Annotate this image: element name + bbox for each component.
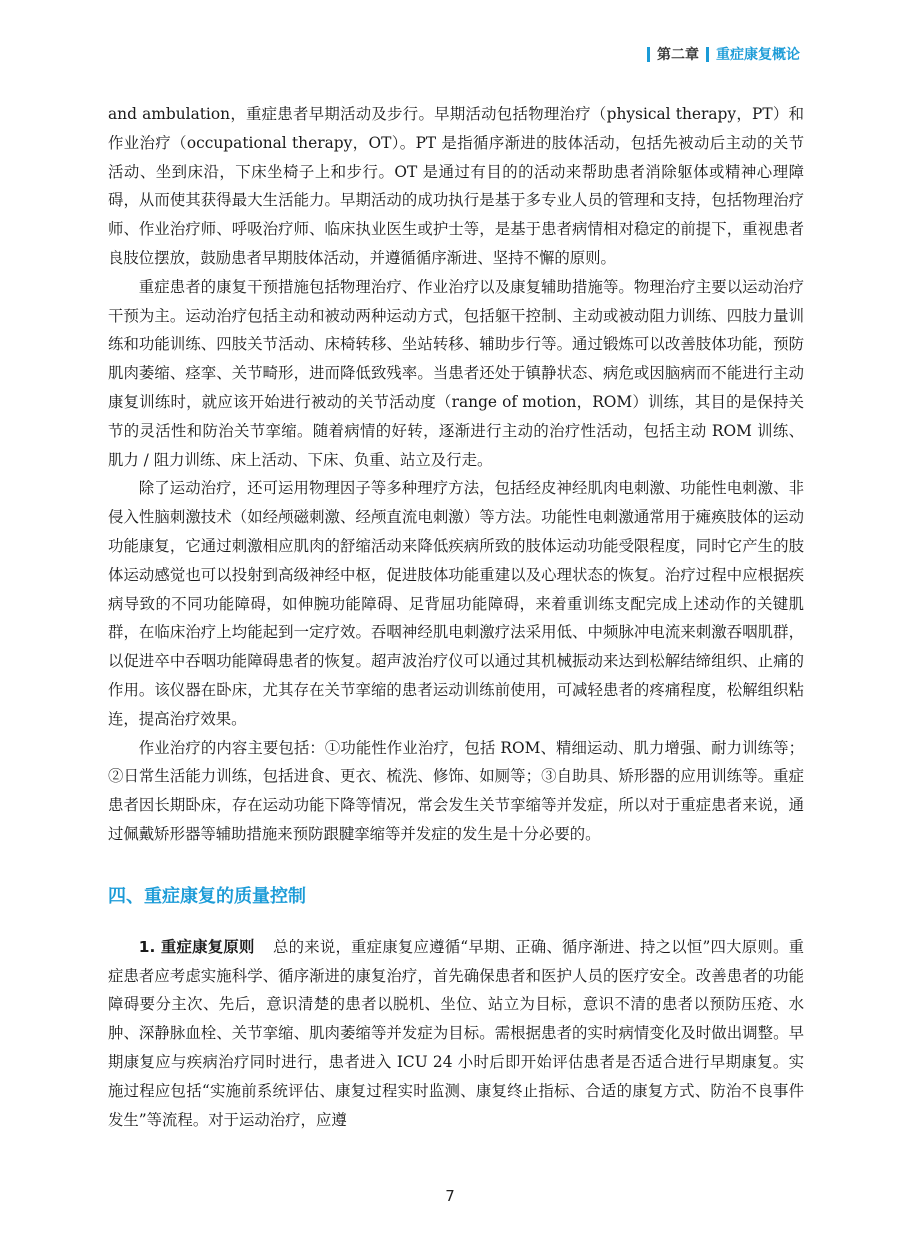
- body-paragraph: 除了运动治疗，还可运用物理因子等多种理疗方法，包括经皮神经肌肉电刺激、功能性电刺激、非侵入性脑刺激技术（如经颅磁刺激、经颅直流电刺激）等方法。功能性电刺激通常用于瘫痪肢体的运动功能康复，它通过刺激相应肌肉的舒缩活动来降低疾病所致的肢体运动功能受限程度，同时它产生的肢体运动感觉也可以投射到高级神经中枢，促进肢体功能重建以及心理状态的恢复。治疗过程中应根据疾病导致的不同功能障碍，如伸腕功能障碍、足背屈功能障碍，来着重训练支配完成上述动作的关键肌群，在临床治疗上均能起到一定疗效。吞咽神经肌电刺激疗法采用低、中频脉冲电流来刺激吞咽肌群，以促进卒中吞咽功能障碍患者的恢复。超声波治疗仪可以通过其机械振动来达到松解结缔组织、止痛的作用。该仪器在卧床，尤其存在关节挛缩的患者运动训练前使用，可减轻患者的疼痛程度，松解组织粘连，提高治疗效果。: [108, 479, 804, 728]
- body-paragraph: 作业治疗的内容主要包括：①功能性作业治疗，包括 ROM、精细运动、肌力增强、耐力训练等；②日常生活能力训练，包括进食、更衣、梳洗、修饰、如厕等；③自助具、矫形器的应用训练等。重症患者因长期卧床，存在运动功能下降等情况，常会发生关节挛缩等并发症，所以对于重症患者来说，通过佩戴矫形器等辅助措施来预防跟腱挛缩等并发症的发生是十分必要的。: [108, 738, 804, 843]
- running-header: [640, 44, 800, 64]
- page-number: 7: [445, 1187, 455, 1205]
- body-paragraph: and ambulation，重症患者早期活动及步行。早期活动包括物理治疗（physical therapy，PT）和作业治疗（occupational therapy，OT）。PT 是指循序渐进的肢体活动，包括先被动后主动的关节活动、坐到床沿，下床坐椅子上和步行。OT 是通过有目的的活动来帮助患者消除躯体或精神心理障碍，从而使其获得最大生活能力。早期活动的成功执行是基于多专业人员的管理和支持，包括物理治疗师、作业治疗师、呼吸治疗师、临床执业医生或护士等，是基于患者病情相对稳定的前提下，重视患者良肢位摆放，鼓励患者早期肢体活动，并遵循循序渐进、坚持不懈的原则。: [108, 105, 804, 267]
- body-paragraph: [108, 933, 804, 1135]
- section-heading: 四、重症康复的质量控制: [108, 885, 306, 907]
- body-paragraph: 重症患者的康复干预措施包括物理治疗、作业治疗以及康复辅助措施等。物理治疗主要以运动治疗干预为主。运动治疗包括主动和被动两种运动方式，包括躯干控制、主动或被动阻力训练、四肢力量训练和功能训练、四肢关节活动、床椅转移、坐站转移、辅助步行等。通过锻炼可以改善肢体功能，预防肌肉萎缩、痉挛、关节畸形，进而降低致残率。当患者还处于镇静状态、病危或因脑病而不能进行主动康复训练时，就应该开始进行被动的关节活动度（range of motion，ROM）训练，其目的是保持关节的灵活性和防治关节挛缩。随着病情的好转，逐渐进行主动的治疗性活动，包括主动 ROM 训练、肌力 / 阻力训练、床上活动、下床、负重、站立及行走。: [108, 277, 804, 469]
- subsection-text: 总的来说，重症康复应遵循“早期、正确、循序渐进、持之以恒”四大原则。重症患者应考虑实施科学、循序渐进的康复治疗，首先确保患者和医护人员的医疗安全。改善患者的功能障碍要分主次、先后，意识清楚的患者以脱机、坐位、站立为目标，意识不清的患者以预防压疮、水肿、深静脉血栓、关节挛缩、肌肉萎缩等并发症为目标。需根据患者的实时病情变化及时做出调整。早期康复应与疾病治疗同时进行，患者进入 ICU 24 小时后即开始评估患者是否适合进行早期康复。实施过程应包括“实施前系统评估、康复过程实时监测、康复终止指标、合适的康复方式、防治不良事件发生”等流程。对于运动治疗，应遵: [108, 937, 804, 1129]
- header-divider-bar: [647, 47, 650, 62]
- subsection-title: 1. 重症康复原则: [138, 937, 255, 956]
- header-divider-bar: [706, 47, 709, 62]
- header-chapter: 第二章: [657, 47, 699, 63]
- header-chapter-title: 重症康复概论: [716, 47, 800, 63]
- page-body: [108, 100, 804, 1134]
